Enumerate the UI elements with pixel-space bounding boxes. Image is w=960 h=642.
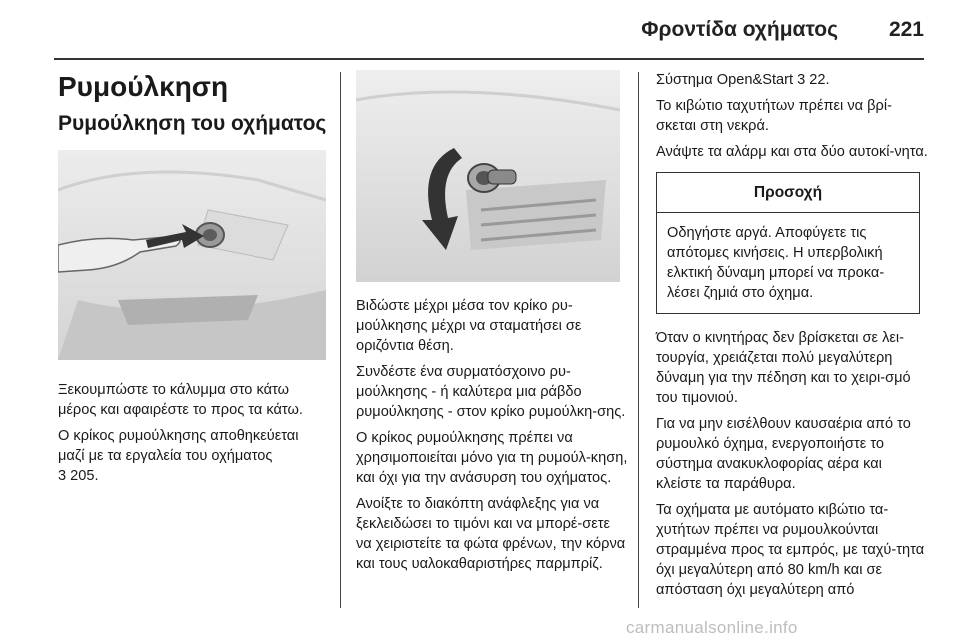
paragraph-hazard-lights: Ανάψτε τα αλάρμ και στα δύο αυτοκί-νητα.	[656, 144, 928, 160]
column-1	[58, 70, 328, 492]
paragraph-automatic: Τα οχήματα με αυτόματο κιβώτιο τα-χυτήτων πρέπει να ρυμουλκούνται στραμμένα προς τα εμπρός, με ταχύ-τητα όχι μεγαλύτερη από 80 km/h και σε απόσταση όχι μεγαλύτερη από	[656, 502, 925, 598]
paragraph-engine-off: Όταν ο κινητήρας δεν βρίσκεται σε λει-τουργία, χρειάζεται πολύ μεγαλύτερη δύναμη για την πέδηση και το χειρι-σμό του τιμονιού.	[656, 330, 911, 406]
paragraph-remove-cover: Ξεκουμπώστε το κάλυμμα στο κάτω μέρος και αφαιρέστε το προς τα κάτω.	[58, 382, 303, 418]
paragraph-screw-ring: Βιδώστε μέχρι μέσα τον κρίκο ρυ-μούλκησης μέχρι να σταματήσει σε οριζόντια θέση.	[356, 298, 582, 354]
page-number: 221	[888, 18, 924, 41]
figure-remove-cover	[58, 150, 326, 360]
watermark: carmanualsonline.info	[626, 618, 798, 637]
subsection-title: Ρυμούλκηση του οχήματος	[58, 112, 327, 135]
warning-box	[656, 172, 920, 314]
page-reference: 3 205.	[58, 468, 99, 484]
paragraph-attach-rope: Συνδέστε ένα συρματόσχοινο ρυ-μούλκησης - ή καλύτερα μια ράβδο ρυμούλκησης - στον κρίκο ρυμούλκη-σης.	[356, 364, 626, 420]
towing-eye-illustration	[356, 70, 620, 282]
paragraph-neutral: Το κιβώτιο ταχυτήτων πρέπει να βρί-σκεται στη νεκρά.	[656, 98, 892, 134]
paragraph-ring-use: Ο κρίκος ρυμούλκησης πρέπει να χρησιμοποιείται μόνο για τη ρυμούλ-κηση, και όχι για την ανάσυρση του οχήματος.	[356, 430, 628, 486]
paragraph-ignition: Ανοίξτε το διακόπτη ανάφλεξης για να ξεκλειδώσει το τιμόνι και να μπορέ-σετε να χειριστείτε τα φώτα φρένων, την κόρνα και τους υαλοκαθαριστήρες παρμπρίζ.	[356, 496, 626, 572]
bumper-cover-illustration	[58, 150, 326, 360]
paragraph-ring-storage: Ο κρίκος ρυμούλκησης αποθηκεύεται μαζί με τα εργαλεία του οχήματος 3 205.	[58, 428, 299, 484]
figure-screw-ring	[356, 70, 620, 282]
paragraph-open-start: Σύστημα Open&Start 3 22.	[656, 72, 830, 88]
warning-text: Οδηγήστε αργά. Αποφύγετε τις απότομες κινήσεις. Η υπερβολική ελκτική δύναμη μπορεί να προκα-λέσει ζημιά στο όχημα.	[667, 225, 885, 301]
column-3	[656, 70, 928, 606]
paragraph-exhaust: Για να μην εισέλθουν καυσαέρια από το ρυμουλκό όχημα, ενεργοποιήστε το σύστημα ανακυκλοφορίας αέρα και κλείστε τα παράθυρα.	[656, 416, 911, 492]
warning-title: Προσοχή	[657, 173, 919, 213]
column-divider-2	[638, 72, 639, 608]
header-divider	[54, 58, 924, 60]
column-divider-1	[340, 72, 341, 608]
page-header-title: Φροντίδα οχήματος	[641, 18, 838, 41]
section-title: Ρυμούλκηση	[58, 71, 229, 102]
column-2	[356, 70, 628, 580]
